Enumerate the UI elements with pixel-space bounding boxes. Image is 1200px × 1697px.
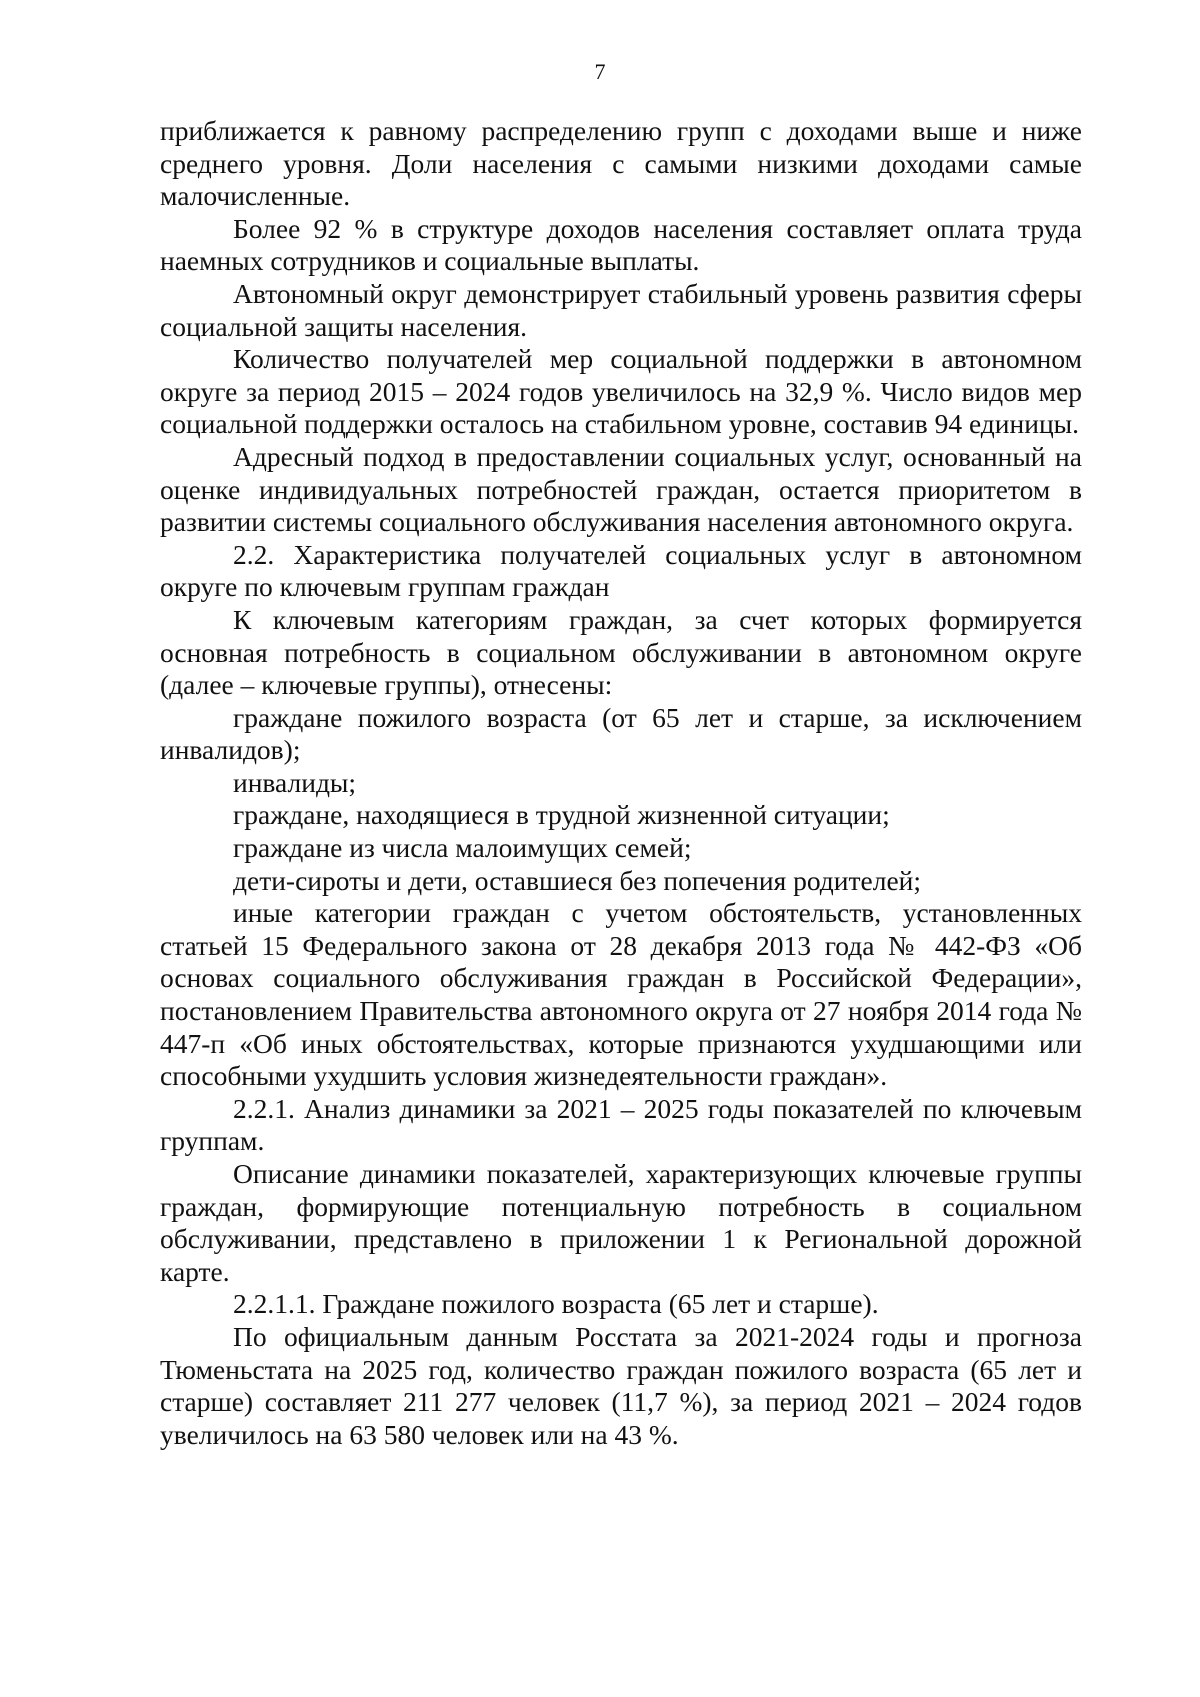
paragraph-income-structure: Более 92 % в структуре доходов населения составляет оплата труда наемных сотрудников и социальные выплаты. (160, 212, 1082, 277)
list-item-difficult-situation: граждане, находящиеся в трудной жизненной ситуации; (233, 799, 890, 831)
list-item-disabled: инвалиды; (233, 766, 357, 798)
section-heading-2-2: 2.2. Характеристика получателей социальных услуг в автономном округе по ключевым группам граждан (160, 538, 1082, 603)
paragraph-rosstat-data: По официальным данным Росстата за 2021-2024 годы и прогноза Тюменьстата на 2025 год, количество граждан пожилого возраста (65 лет и старше) составляет 211 277 человек (11,7 %), за период 2021 – 2024 годов увеличилось на 63 580 человек или на 43 %. (160, 1320, 1082, 1450)
page-number: 7 (594, 59, 606, 84)
paragraph-dynamics-description: Описание динамики показателей, характеризующих ключевые группы граждан, формирующие потенциальную потребность в социальном обслуживании, представлено в приложении 1 к Региональной дорожной карте. (160, 1158, 1082, 1287)
list-item-orphans: дети-сироты и дети, оставшиеся без попечения родителей; (233, 864, 922, 896)
list-item-elderly: граждане пожилого возраста (от 65 лет и старше, за исключением инвалидов); (160, 701, 1082, 766)
paragraph-social-protection: Автономный округ демонстрирует стабильный уровень развития сферы социальной защиты населения. (160, 277, 1082, 342)
paragraph-key-categories: К ключевым категориям граждан, за счет которых формируется основная потребность в социальном обслуживании в автономном округе (далее – ключевые группы), отнесены: (160, 603, 1082, 701)
list-item-other-categories: иные категории граждан с учетом обстоятельств, установленных статьей 15 Федерального закона от 28 декабря 2013 года № 442-ФЗ «Об основах социального обслуживания граждан в Российской Федерации», постановлением Правительства автономного округа от 27 ноября 2014 года № 447-п «Об иных обстоятельствах, которые признаются ухудшающими или способными ухудшить условия жизнедеятельности граждан». (160, 897, 1082, 1092)
paragraph-targeted-approach: Адресный подход в предоставлении социальных услуг, основанный на оценке индивидуальных потребностей граждан, остается приоритетом в развитии системы социального обслуживания населения автономного округа. (160, 440, 1082, 538)
paragraph-continuation: приближается к равному распределению групп с доходами выше и ниже среднего уровня. Доли населения с самыми низкими доходами самые малочисленные. (160, 115, 1082, 212)
paragraph-support-recipients: Количество получателей мер социальной поддержки в автономном округе за период 2015 – 2024 годов увеличилось на 32,9 %. Число видов мер социальной поддержки осталось на стабильном уровне, составив 94 единицы. (160, 343, 1082, 440)
list-item-low-income: граждане из числа малоимущих семей; (233, 832, 692, 864)
document-body (160, 115, 1082, 1451)
section-heading-2-2-1-1: 2.2.1.1. Граждане пожилого возраста (65 лет и старше). (233, 1288, 879, 1320)
section-heading-2-2-1: 2.2.1. Анализ динамики за 2021 – 2025 годы показателей по ключевым группам. (160, 1092, 1082, 1157)
